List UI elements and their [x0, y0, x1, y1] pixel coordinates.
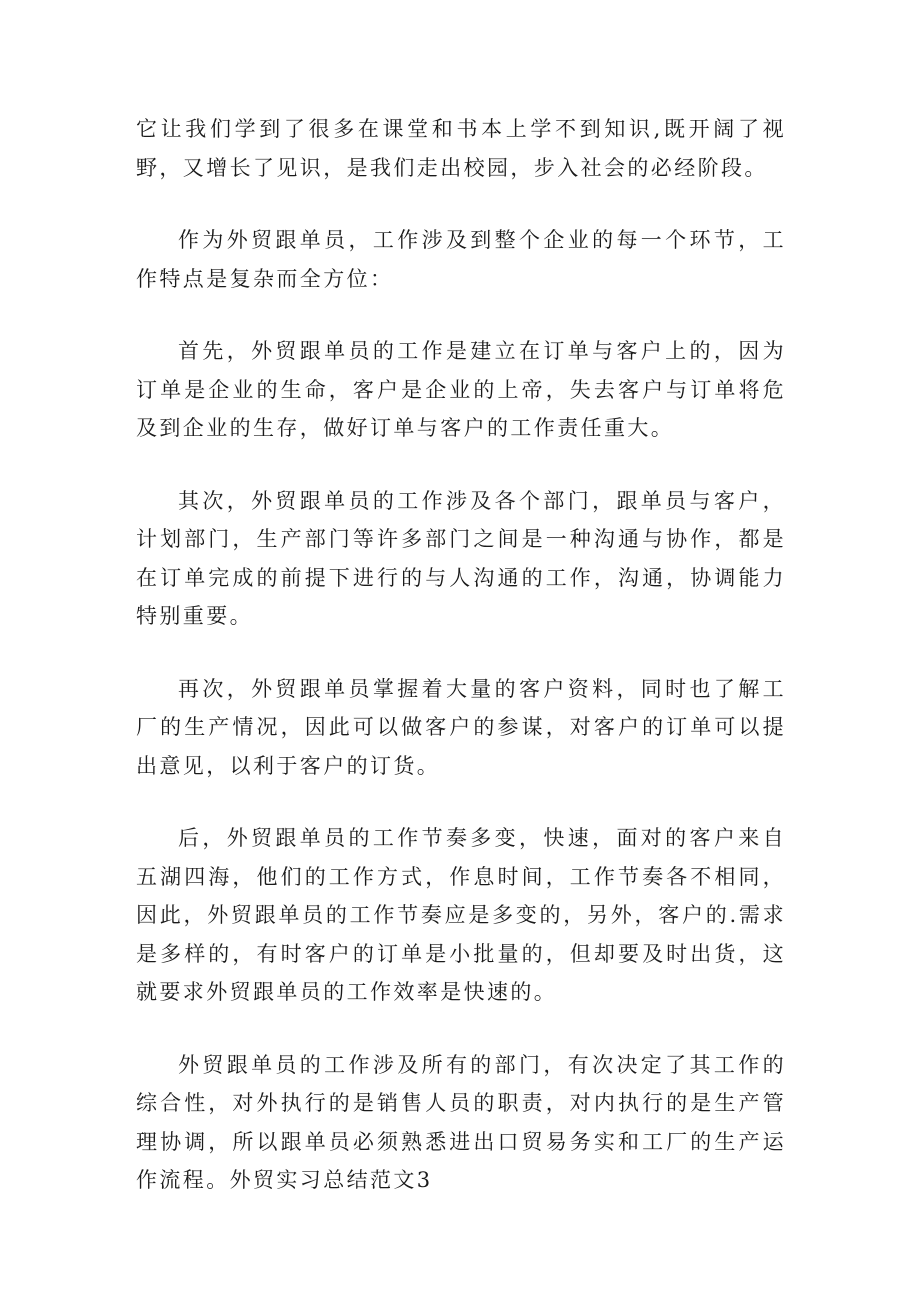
paragraph-2: 作为外贸跟单员，工作涉及到整个企业的每一个环节，工作特点是复杂而全方位： — [136, 228, 786, 291]
paragraph-5: 再次，外贸跟单员掌握着大量的客户资料，同时也了解工厂的生产情况，因此可以做客户的参谋，对客户的订单可以提出意见，以利于客户的订货。 — [136, 676, 786, 778]
paragraph-1: 它让我们学到了很多在课堂和书本上学不到知识,既开阔了视野，又增长了见识，是我们走出校园，步入社会的必经阶段。 — [136, 117, 786, 180]
paragraph-3: 首先，外贸跟单员的工作是建立在订单与客户上的，因为订单是企业的生命，客户是企业的上帝，失去客户与订单将危及到企业的生存，做好订单与客户的工作责任重大。 — [136, 339, 786, 440]
paragraph-4: 其次，外贸跟单员的工作涉及各个部门，跟单员与客户，计划部门，生产部门等许多部门之间是一种沟通与协作，都是在订单完成的前提下进行的与人沟通的工作，沟通，协调能力特别重要。 — [136, 488, 786, 628]
paragraph-6: 后，外贸跟单员的工作节奏多变，快速，面对的客户来自五湖四海，他们的工作方式，作息时间，工作节奏各不相同，因此，外贸跟单员的工作节奏应是多变的，另外，客户的.需求是多样的，有时客户的订单是小批量的，但却要及时出货，这就要求外贸跟单员的工作效率是快速的。 — [136, 826, 786, 1004]
document-body — [136, 110, 786, 1234]
paragraph-7: 外贸跟单员的工作涉及所有的部门，有次决定了其工作的综合性，对外执行的是销售人员的职责，对内执行的是生产管理协调，所以跟单员必须熟悉进出口贸易务实和工厂的生产运作流程。外贸实习总结范文3 — [136, 1052, 786, 1192]
